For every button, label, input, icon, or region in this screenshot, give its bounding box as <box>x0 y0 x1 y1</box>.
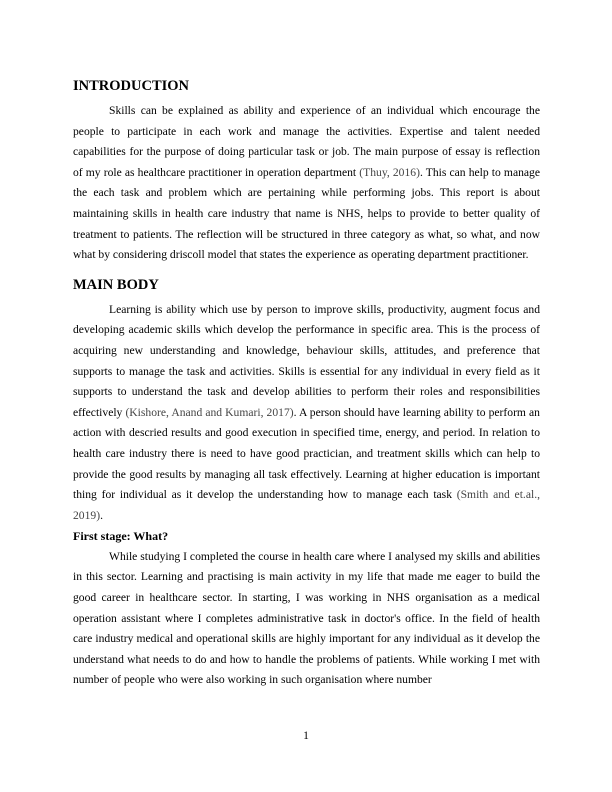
main-body-heading: MAIN BODY <box>73 276 159 293</box>
introduction-text-2: . This can help to manage the each task and problem which are pertaining while performing jobs. This report is about maintaining skills in health care industry that name is NHS, helps to provide to better quality of treatment to patients. The reflection will be structured in three category as what, so what, and now what by considering driscoll model that states the experience as operating department practitioner. <box>73 165 540 262</box>
main-body-paragraph <box>73 300 540 527</box>
main-body-text-2: . A person should have learning ability to perform an action with descried results and good execution in specified time, energy, and period. In relation to health care industry there is need to have good practician, and treatment skills which can help to provide the good results by managing all task effectively. Learning at higher education is important thing for individual as it develop the understanding how to manage each task <box>73 405 540 502</box>
citation-smith: (Smith and et.al., 2019) <box>73 488 540 522</box>
introduction-heading: INTRODUCTION <box>73 78 190 94</box>
citation-thuy: (Thuy, 2016) <box>359 165 420 179</box>
document-body <box>73 77 540 691</box>
citation-kishore: (Kishore, Anand and Kumari, 2017) <box>125 405 294 419</box>
introduction-paragraph <box>73 101 540 266</box>
introduction-text-1: Skills can be explained as ability and experience of an individual which encourage the people to participate in each work and manage the activities. Expertise and talent needed capabilities for the purpose of doing particular task or job. The main purpose of essay is reflection of my role as healthcare practitioner in operation department <box>73 104 540 179</box>
first-stage-paragraph: While studying I completed the course in health care where I analysed my skills and abilities in this sector. Learning and practising is main activity in my life that made me eager to build the good career in healthcare sector. In starting, I was working in NHS organisation as a medical operation assistant where I completes administrative task in doctor's office. In the field of health care industry medical and operational skills are highly important for any individual as it develop the understand what needs to do and how to handle the problems of patients. While working I met with number of people who were also working in such organisation where number <box>73 549 540 687</box>
main-body-text-1: Learning is ability which use by person to improve skills, productivity, augment focus and developing academic skills which develop the performance in specific area. This is the process of acquiring new understanding and knowledge, behaviour skills, attitudes, and preference that supports to manage the task and activities. Skills is essential for any individual in every field as it supports to understand the task and develop abilities to perform their roles and responsibilities effectively <box>73 302 540 419</box>
main-body-text-3: . <box>100 508 103 522</box>
page-number: 1 <box>303 729 309 742</box>
first-stage-heading: First stage: What? <box>73 529 169 544</box>
